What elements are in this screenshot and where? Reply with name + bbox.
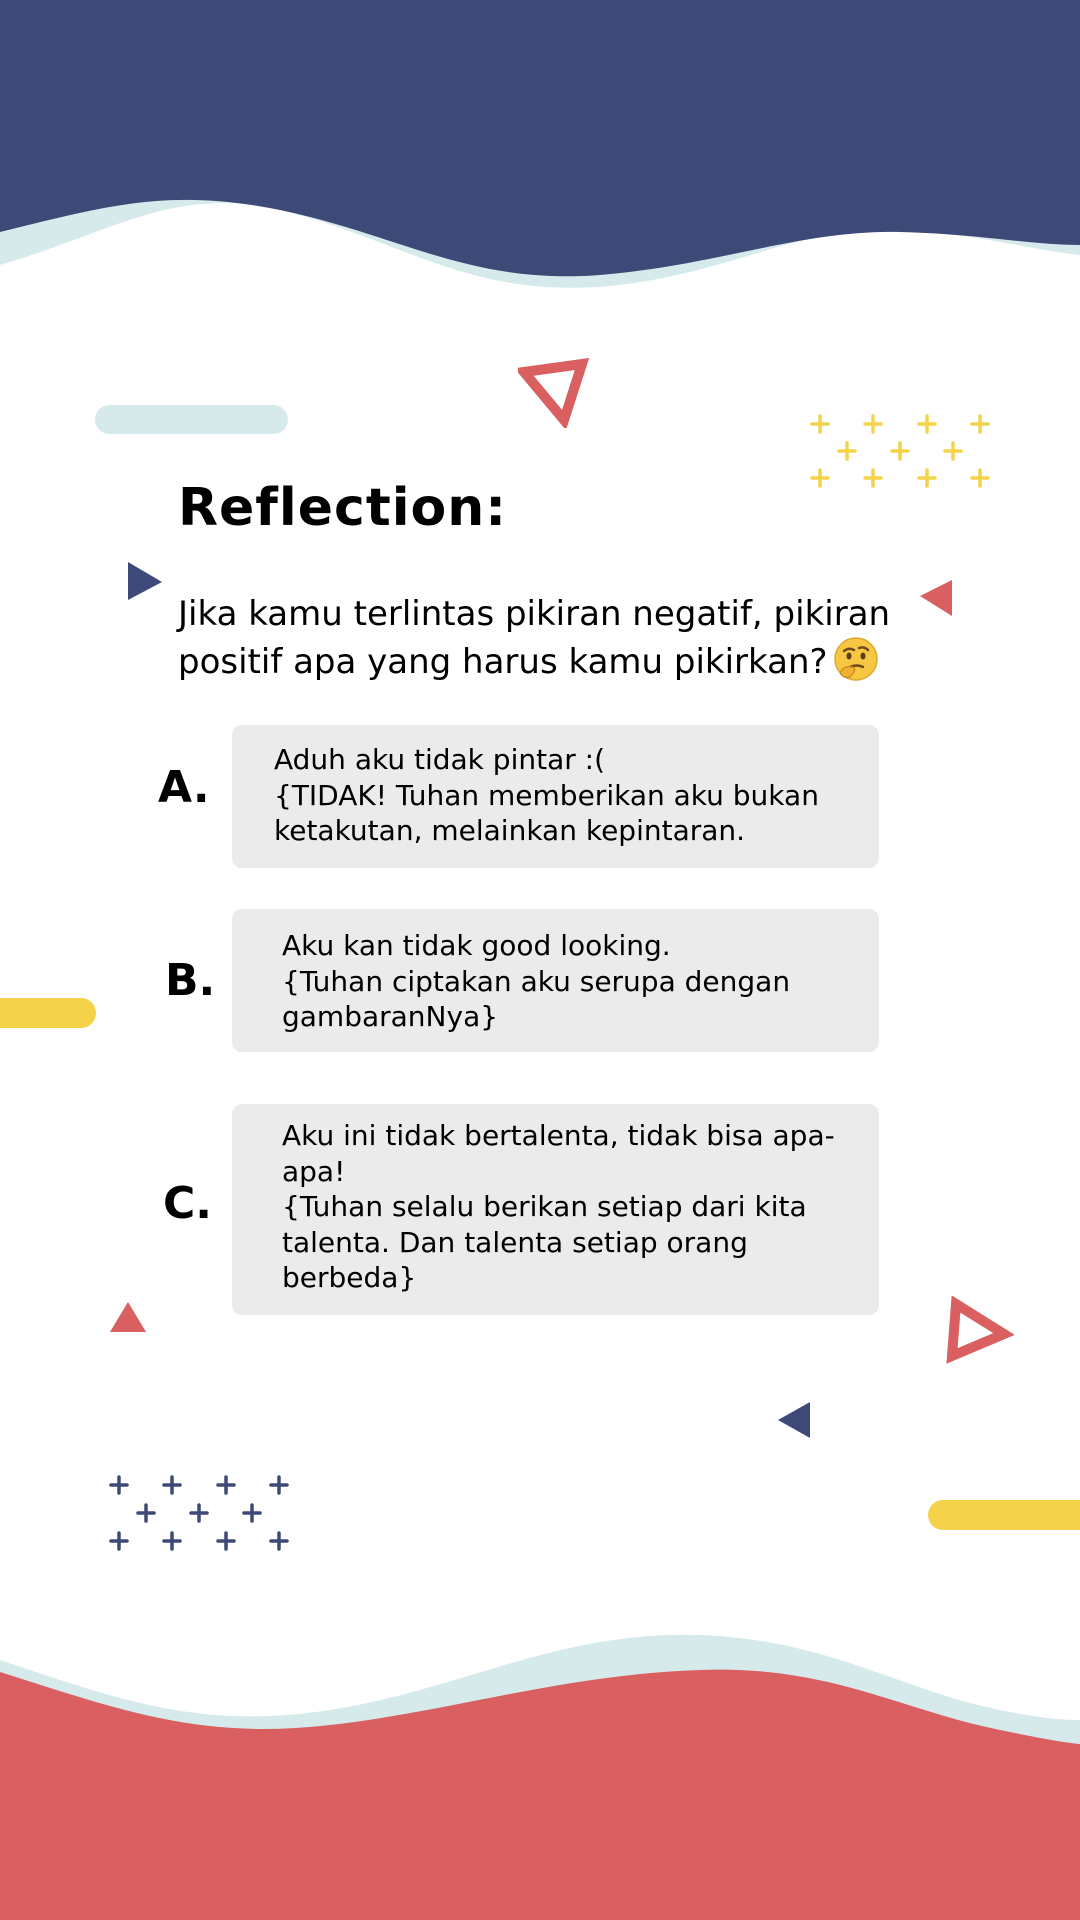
navy-plus-pattern-decoration <box>104 1470 294 1555</box>
yellow-plus-pattern-decoration <box>805 405 995 490</box>
option-c-letter: C. <box>163 1178 213 1229</box>
option-a-text: Aduh aku tidak pintar :( {TIDAK! Tuhan memberikan aku bukan ketakutan, melainkan kepintaran. <box>274 743 819 847</box>
yellow-pill-left-decoration <box>0 998 96 1028</box>
option-c-text: Aku ini tidak bertalenta, tidak bisa apa-apa! {Tuhan selalu berikan setiap dari kita talenta. Dan talenta setiap orang berbeda} <box>282 1119 835 1294</box>
thinking-face-icon <box>832 635 880 683</box>
question-text <box>178 594 898 683</box>
red-outline-triangle-icon <box>518 358 590 428</box>
option-b-card[interactable] <box>232 909 879 1052</box>
yellow-pill-right-decoration <box>928 1500 1080 1530</box>
navy-triangle-small-icon <box>776 1400 812 1440</box>
bottom-wave-decoration <box>0 1620 1080 1920</box>
red-triangle-small-icon <box>108 1300 148 1334</box>
page-title: Reflection: <box>178 478 508 538</box>
top-wave-decoration <box>0 0 1080 320</box>
option-a-letter: A. <box>158 762 210 813</box>
red-triangle-right-icon <box>918 578 954 618</box>
red-outline-triangle-right-icon <box>944 1296 1014 1366</box>
option-a-card[interactable] <box>232 725 879 868</box>
option-b-text: Aku kan tidak good looking. {Tuhan ciptakan aku serupa dengan gambaranNya} <box>282 929 791 1033</box>
question-label: Jika kamu terlintas pikiran negatif, pikiran positif apa yang harus kamu pikirkan? <box>178 594 891 682</box>
option-c-card[interactable] <box>232 1104 879 1315</box>
light-blue-pill-decoration <box>95 405 288 434</box>
navy-triangle-icon <box>126 560 166 602</box>
option-b-letter: B. <box>165 955 216 1006</box>
